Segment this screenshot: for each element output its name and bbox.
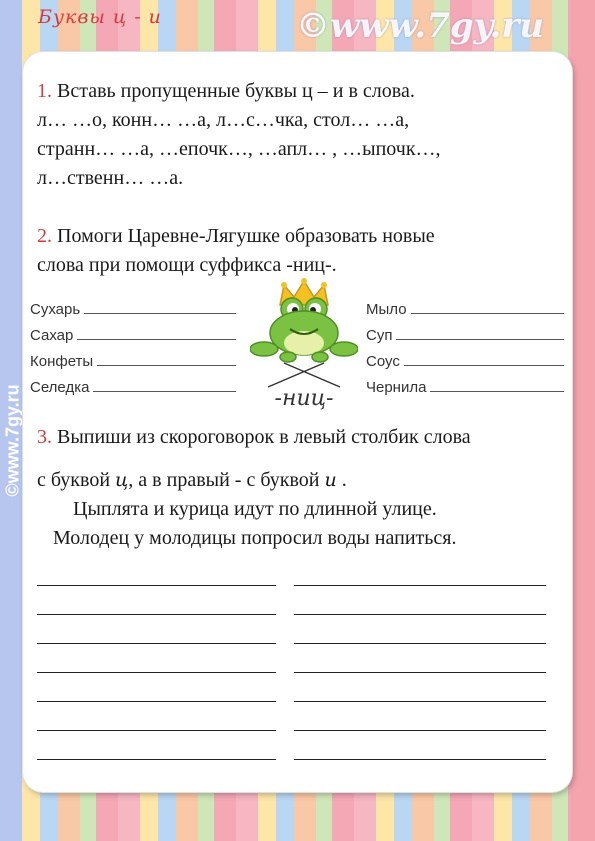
word-label: Конфеты xyxy=(30,353,94,370)
word-row xyxy=(30,292,236,318)
page-header-title: Буквы ц - и xyxy=(38,6,162,28)
right-stripe xyxy=(571,0,595,841)
letter-c: ц xyxy=(115,469,129,491)
task-3-number: 3. xyxy=(37,426,52,448)
answer-line[interactable] xyxy=(294,586,546,615)
task-1-number: 1. xyxy=(37,80,52,102)
answer-line[interactable] xyxy=(294,644,546,673)
answer-line[interactable] xyxy=(294,702,546,731)
answer-line[interactable] xyxy=(294,673,546,702)
word-label: Сухарь xyxy=(30,301,81,318)
answer-line[interactable] xyxy=(37,731,276,760)
task-3-instruction xyxy=(37,423,471,452)
answer-line[interactable] xyxy=(294,557,546,586)
task-1-instruction-text: Вставь пропущенные буквы ц – и в слова. xyxy=(52,80,415,102)
suffix-label: -ниц- xyxy=(274,386,334,411)
word-label: Селедка xyxy=(30,379,90,396)
watermark-top: ©www.7gy.ru xyxy=(296,6,544,46)
letter-i: и xyxy=(324,469,337,491)
task-3-text-c: . xyxy=(336,469,347,491)
task-3-text-a: с буквой xyxy=(37,469,116,491)
word-label: Чернила xyxy=(366,379,427,396)
answer-column-c xyxy=(37,557,276,760)
word-label: Суп xyxy=(366,327,393,344)
answer-line[interactable] xyxy=(294,615,546,644)
task-3-instruction-text: Выпиши из скороговорок в левый столбик слова xyxy=(52,426,471,448)
word-blank[interactable] xyxy=(97,365,236,366)
word-blank[interactable] xyxy=(77,339,236,340)
task-2-instruction-line-2: слова при помощи суффикса -ниц-. xyxy=(37,254,337,276)
task-1-line-1: л… …о, конн… …а, л…с…чка, стол… …а, xyxy=(37,109,410,131)
word-row xyxy=(366,370,564,396)
word-blank[interactable] xyxy=(404,365,564,366)
answer-line[interactable] xyxy=(37,586,276,615)
task-2-text-1: Помоги Царевне-Лягушке образовать новые xyxy=(52,225,435,247)
task-1-line-2: странн… …а, …епочк…, …апл… , …ыпочк…, xyxy=(37,138,441,160)
word-row xyxy=(30,318,236,344)
frog-princess-icon xyxy=(250,275,358,415)
word-label: Мыло xyxy=(366,301,407,318)
word-row xyxy=(30,344,236,370)
watermark-side: ©www.7gy.ru xyxy=(2,384,23,497)
word-blank[interactable] xyxy=(84,313,236,314)
answer-line[interactable] xyxy=(37,615,276,644)
word-row xyxy=(30,370,236,396)
task-1-instruction xyxy=(37,77,441,106)
task-3-text-b: , а в правый - с буквой xyxy=(128,469,325,491)
answer-line[interactable] xyxy=(37,557,276,586)
task-1 xyxy=(37,77,441,193)
answer-line[interactable] xyxy=(294,731,546,760)
word-blank[interactable] xyxy=(411,313,564,314)
task-2-number: 2. xyxy=(37,225,52,247)
task-1-line-3: л…ственн… …а. xyxy=(37,167,184,189)
answer-line[interactable] xyxy=(37,644,276,673)
answer-column-i xyxy=(294,557,546,760)
task-2-instruction-line-1 xyxy=(37,222,435,251)
answer-line[interactable] xyxy=(37,673,276,702)
word-blank[interactable] xyxy=(396,339,564,340)
word-blank[interactable] xyxy=(93,391,236,392)
tongue-twister-2: Молодец у молодицы попросил воды напиться. xyxy=(53,527,457,549)
word-label: Соус xyxy=(366,353,400,370)
suffix-words-right xyxy=(366,292,564,396)
word-blank[interactable] xyxy=(430,391,564,392)
suffix-words-left xyxy=(30,292,236,396)
tongue-twister-1: Цыплята и курица идут по длинной улице. xyxy=(73,498,437,520)
task-3-instruction-line-2 xyxy=(37,466,471,495)
word-row xyxy=(366,292,564,318)
word-label: Сахар xyxy=(30,327,74,344)
answer-line[interactable] xyxy=(37,702,276,731)
task-2 xyxy=(37,222,435,280)
word-row xyxy=(366,318,564,344)
task-3 xyxy=(37,423,471,553)
word-row xyxy=(366,344,564,370)
